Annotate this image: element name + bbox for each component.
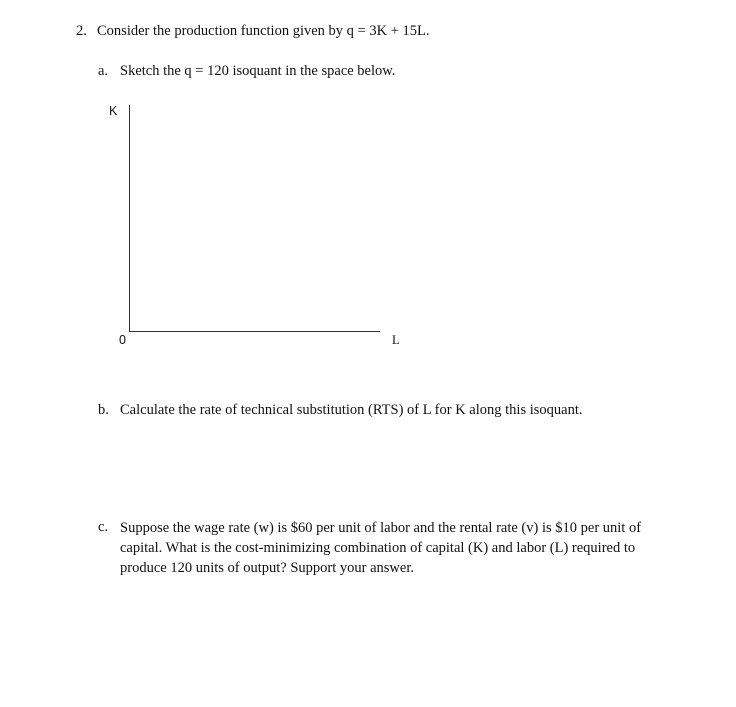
part-c-text: Suppose the wage rate (w) is $60 per unit of labor and the rental rate (v) is $10 per unit of capital. What is the cost-minimizing combination of capital (K) and labor (L) required to produce 120 units of output? Support your answer. — [120, 520, 642, 576]
x-axis-label: L — [392, 333, 400, 347]
x-axis-line — [129, 331, 380, 332]
question-text: Consider the production function given by q = 3K + 15L. — [97, 23, 430, 39]
origin-label: 0 — [119, 333, 126, 347]
y-axis-line — [129, 105, 130, 332]
question-number: 2. — [76, 23, 87, 39]
y-axis-label: K — [109, 104, 118, 118]
part-c-label: c. — [98, 519, 109, 535]
part-b-label: b. — [98, 402, 109, 418]
part-a-label: a. — [98, 63, 109, 79]
part-a-text: Sketch the q = 120 isoquant in the space below. — [120, 63, 396, 79]
part-b-text: Calculate the rate of technical substitution (RTS) of L for K along this isoquant. — [120, 402, 583, 418]
